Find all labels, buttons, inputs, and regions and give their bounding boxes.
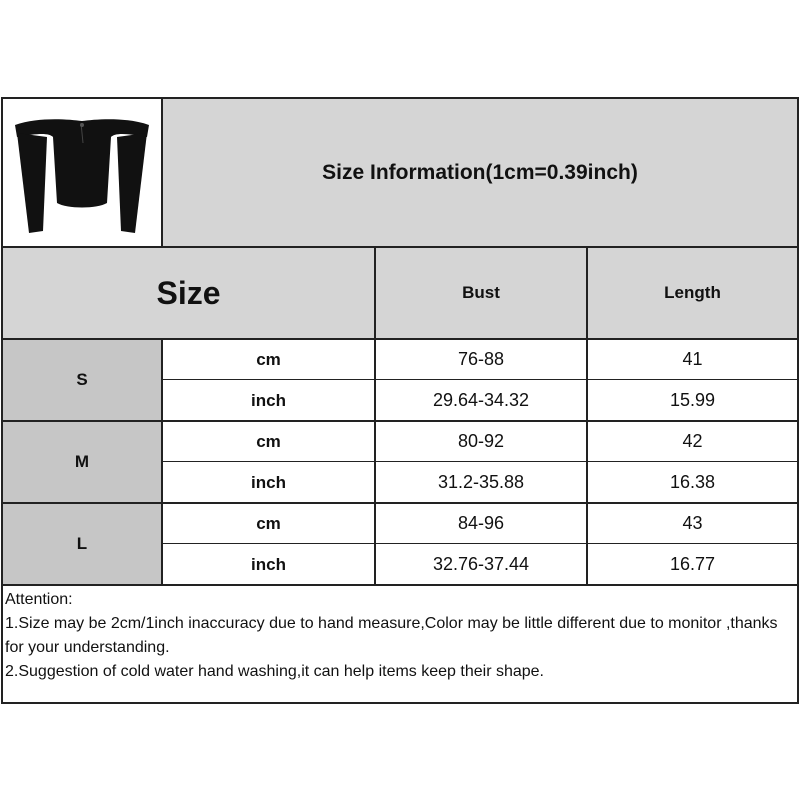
table-border	[1, 246, 799, 248]
table-border	[1, 338, 799, 340]
unit-label: inch	[251, 390, 286, 410]
table-cell: 16.77	[669, 554, 716, 574]
unit-label: inch	[251, 554, 286, 574]
column-header-bust: Bust	[376, 248, 586, 338]
unit-label: cm	[256, 349, 281, 369]
table-border	[1, 584, 799, 586]
table-cell: 16.38	[669, 472, 716, 492]
table-cell: 29.64-34.32	[432, 390, 530, 410]
table-cell: 41	[682, 349, 703, 369]
table-border	[161, 338, 163, 586]
table-cell: 84-96	[457, 513, 505, 533]
notes-line-1: 1.Size may be 2cm/1inch inaccuracy due to hand measure,Color may be little different due to monitor ,thanks for your understanding.	[5, 615, 778, 656]
size-label-m: M	[3, 422, 161, 502]
table-cell: 32.76-37.44	[432, 554, 530, 574]
size-label-l: L	[3, 504, 161, 584]
table-cell: 80-92	[457, 431, 505, 451]
attention-notes	[5, 588, 797, 684]
table-border	[161, 379, 799, 380]
table-border	[161, 461, 799, 462]
notes-heading: Attention:	[5, 591, 73, 608]
table-cell: 31.2-35.88	[437, 472, 525, 492]
unit-label: cm	[256, 513, 281, 533]
size-header: Size	[3, 248, 374, 338]
column-header-length: Length	[588, 248, 797, 338]
table-cell: 76-88	[457, 349, 505, 369]
table-border	[1, 420, 799, 422]
table-cell: 43	[682, 513, 703, 533]
table-border	[161, 97, 163, 248]
page-title: Size Information(1cm=0.39inch)	[163, 99, 797, 246]
product-image	[7, 103, 157, 243]
product-image-cell	[3, 99, 161, 246]
table-cell: 15.99	[669, 390, 716, 410]
table-border	[797, 97, 799, 704]
table-border	[1, 97, 3, 704]
table-border	[586, 246, 588, 586]
table-cell: 42	[682, 431, 703, 451]
unit-label: cm	[256, 431, 281, 451]
table-border	[1, 502, 799, 504]
table-border	[374, 246, 376, 586]
notes-line-2: 2.Suggestion of cold water hand washing,it can help items keep their shape.	[5, 663, 544, 680]
table-border	[1, 702, 799, 704]
size-label-s: S	[3, 340, 161, 420]
table-border	[161, 543, 799, 544]
table-border	[1, 97, 799, 99]
unit-label: inch	[251, 472, 286, 492]
